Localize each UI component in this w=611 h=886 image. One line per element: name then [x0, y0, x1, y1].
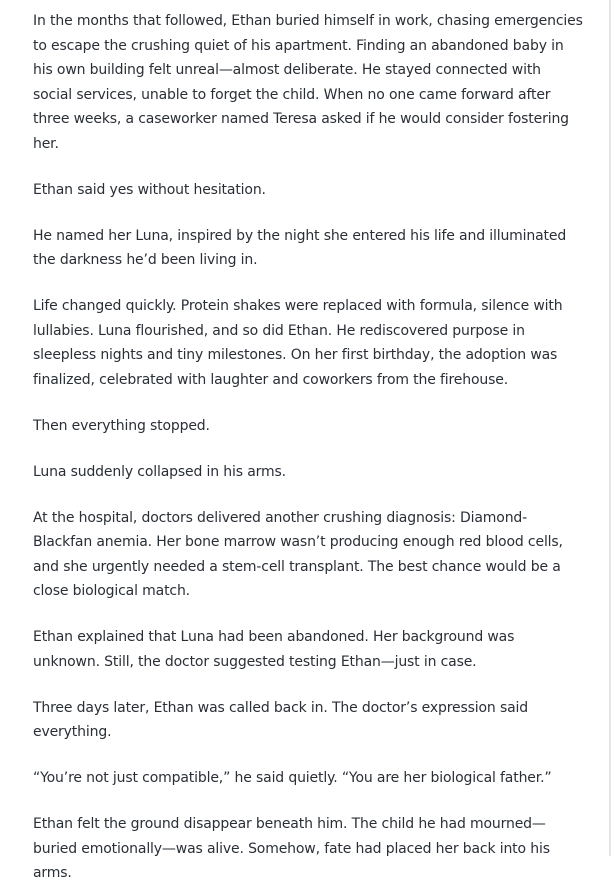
- paragraph-life-changed: Life changed quickly. Protein shakes were replaced with formula, silence with lullabies. Luna flourished, and so did Ethan. He rediscovered purpose in sleepless nights and tiny milestones. On her first birthday, the adoption was finalized, celebrated with laughter and coworkers from the firehouse.: [33, 298, 563, 389]
- paragraph-named-luna: He named her Luna, inspired by the night she entered his life and illuminated the darkness he’d been living in.: [33, 227, 567, 269]
- paragraph-biological-father: “You’re not just compatible,” he said quietly. “You are her biological father.”: [33, 770, 552, 787]
- paragraph-collapsed: Luna suddenly collapsed in his arms.: [33, 463, 286, 480]
- story-article: [33, 9, 583, 886]
- paragraph-everything-stopped: Then everything stopped.: [33, 417, 210, 434]
- paragraph-diagnosis: At the hospital, doctors delivered another crushing diagnosis: Diamond-Blackfan anemia. Her bone marrow wasn’t producing enough red blood cells, and she urgently needed a stem-cell transplant. The best chance would be a close biological match.: [33, 509, 563, 600]
- paragraph-called-back: Three days later, Ethan was called back in. The doctor’s expression said everything.: [33, 699, 529, 741]
- paragraph-said-yes: Ethan said yes without hesitation.: [33, 181, 266, 198]
- paragraph-testing: Ethan explained that Luna had been abandoned. Her background was unknown. Still, the doctor suggested testing Ethan—just in case.: [33, 629, 515, 670]
- paragraph-ground-disappeared: Ethan felt the ground disappear beneath him. The child he had mourned—buried emotionally—was alive. Somehow, fate had placed her back into his arms.: [33, 816, 550, 882]
- paragraph-fostering: In the months that followed, Ethan buried himself in work, chasing emergencies to escape the crushing quiet of his apartment. Finding an abandoned baby in his own building felt unreal—almost deliberate. He stayed connected with social services, unable to forget the child. When no one came forward after three weeks, a caseworker named Teresa asked if he would consider fostering her.: [33, 13, 583, 152]
